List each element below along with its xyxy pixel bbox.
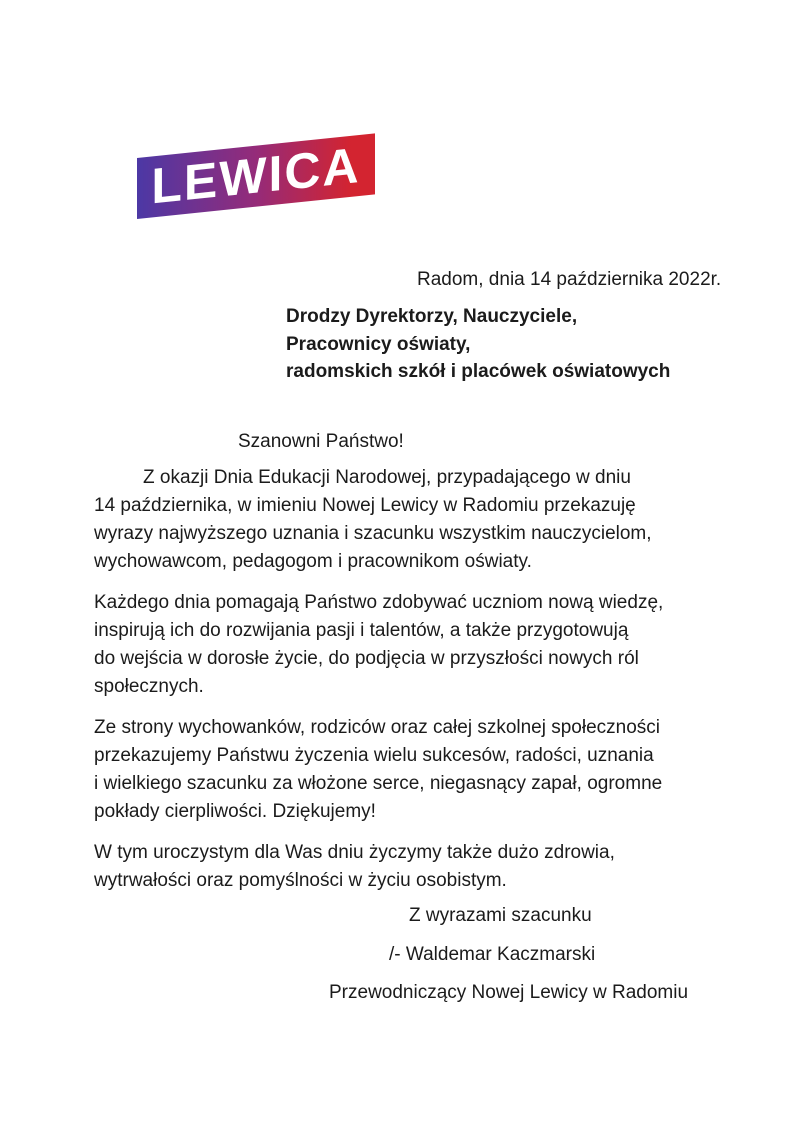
lewica-logo-text: LEWICA — [151, 136, 361, 215]
paragraph-3 — [94, 714, 662, 826]
paragraph-line: społecznych. — [94, 676, 204, 697]
lewica-logo — [137, 133, 375, 219]
addressee-line: Pracownicy oświaty, — [286, 333, 471, 355]
paragraph-line: 14 października, w imieniu Nowej Lewicy w Radomiu przekazuję — [94, 495, 636, 516]
closing-signature: /- Waldemar Kaczmarski — [389, 944, 596, 965]
addressee-line: Drodzy Dyrektorzy, Nauczyciele, — [286, 306, 578, 327]
paragraph-line: i wielkiego szacunku za włożone serce, niegasnący zapał, ogromne — [94, 773, 663, 794]
paragraph-line: Każdego dnia pomagają Państwo zdobywać uczniom nową wiedzę, — [94, 592, 664, 613]
paragraph-line: wychowawcom, pedagogom i pracownikom oświaty. — [94, 551, 532, 572]
letter-date: Radom, dnia 14 października 2022r. — [417, 269, 722, 290]
salutation: Szanowni Państwo! — [238, 431, 404, 452]
paragraph-line: Ze strony wychowanków, rodziców oraz całej szkolnej społeczności — [94, 717, 661, 738]
paragraph-line: pokłady cierpliwości. Dziękujemy! — [94, 801, 376, 822]
addressee-block — [286, 303, 670, 386]
paragraph-line: W tym uroczystym dla Was dniu życzymy także dużo zdrowia, — [94, 842, 615, 863]
paragraph-line: wytrwałości oraz pomyślności w życiu osobistym. — [94, 870, 507, 891]
paragraph-line: Z okazji Dnia Edukacji Narodowej, przypadającego w dniu — [143, 467, 631, 488]
addressee-line: radomskich szkół i placówek oświatowych — [286, 361, 671, 382]
paragraph-2 — [94, 589, 663, 701]
paragraph-4 — [94, 839, 615, 895]
closing-respect: Z wyrazami szacunku — [409, 905, 592, 926]
paragraph-1 — [94, 464, 652, 576]
paragraph-line: przekazujemy Państwu życzenia wielu sukcesów, radości, uznania — [94, 745, 654, 766]
paragraph-line: wyrazy najwyższego uznania i szacunku wszystkim nauczycielom, — [94, 523, 652, 544]
paragraph-line: inspirują ich do rozwijania pasji i talentów, a także przygotowują — [94, 620, 629, 641]
paragraph-line: do wejścia w dorosłe życie, do podjęcia w przyszłości nowych ról — [94, 648, 639, 669]
closing-title: Przewodniczący Nowej Lewicy w Radomiu — [329, 982, 689, 1003]
